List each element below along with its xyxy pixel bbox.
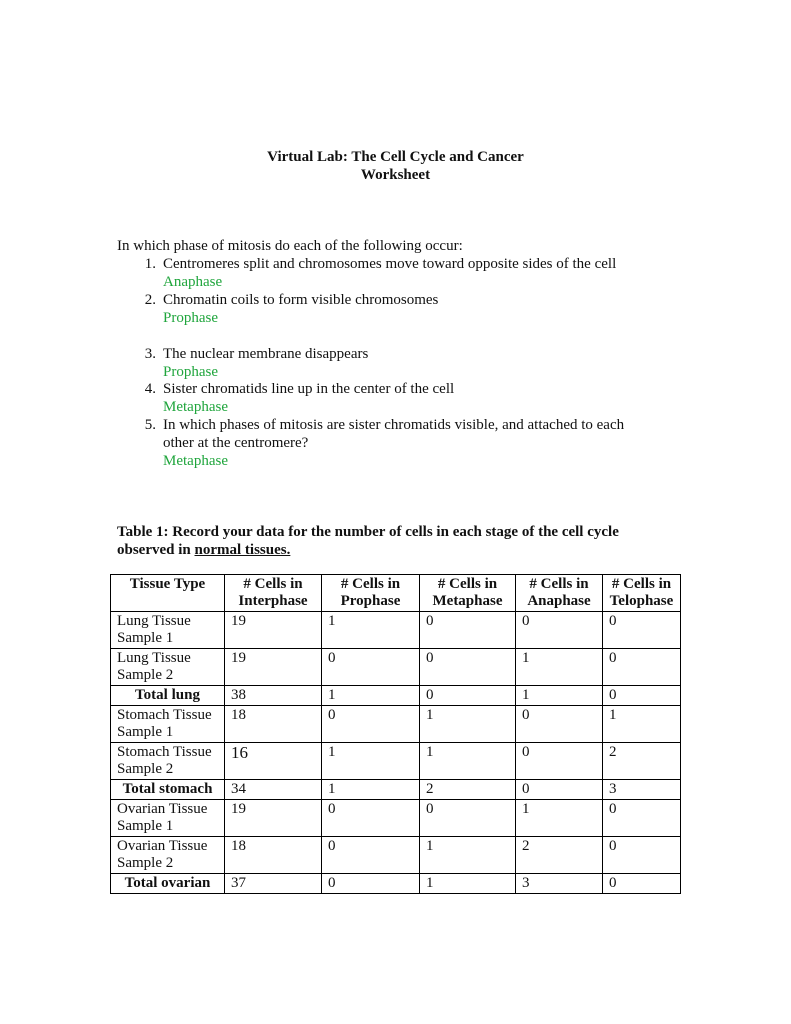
table-row [111, 837, 681, 874]
question-text: Sister chromatids line up in the center of the cell [163, 381, 455, 397]
interphase-count: 38 [225, 686, 322, 706]
interphase-count: 19 [225, 800, 322, 837]
telophase-count: 0 [603, 800, 681, 837]
table-caption [117, 523, 619, 559]
total-label: Total lung [111, 686, 225, 706]
total-label: Total ovarian [111, 874, 225, 894]
interphase-count: 19 [225, 649, 322, 686]
table-row [111, 743, 681, 780]
sample-label: Sample 1 [117, 818, 174, 834]
telophase-count: 0 [603, 649, 681, 686]
table-row [111, 649, 681, 686]
answer-text: Anaphase [163, 274, 223, 290]
table-header-row [111, 575, 681, 612]
header-label: Tissue Type [129, 576, 206, 592]
question-text: Centromeres split and chromosomes move toward opposite sides of the cell [163, 256, 617, 272]
interphase-count: 34 [225, 780, 322, 800]
answer-text: Metaphase [163, 453, 228, 469]
metaphase-count: 0 [420, 800, 516, 837]
anaphase-count: 3 [516, 874, 603, 894]
tissue-label: Stomach Tissue [117, 707, 212, 723]
total-row [111, 780, 681, 800]
question-number: 2. [144, 292, 156, 308]
prophase-count: 0 [322, 837, 420, 874]
anaphase-count: 0 [516, 743, 603, 780]
answer-text: Prophase [163, 310, 218, 326]
tissue-cell [111, 837, 225, 874]
metaphase-count: 1 [420, 743, 516, 780]
prophase-count: 0 [322, 706, 420, 743]
interphase-count: 37 [225, 874, 322, 894]
total-row [111, 874, 681, 894]
cell-count-table [110, 574, 681, 894]
header-label: # Cells in [529, 576, 589, 592]
header-label: Telophase [609, 593, 674, 609]
worksheet-subtitle: Worksheet [360, 167, 431, 183]
header-anaphase [516, 575, 603, 612]
interphase-count: 18 [225, 837, 322, 874]
header-interphase [225, 575, 322, 612]
telophase-count: 3 [603, 780, 681, 800]
metaphase-count: 2 [420, 780, 516, 800]
sample-label: Sample 2 [117, 761, 174, 777]
tissue-cell [111, 649, 225, 686]
prophase-count: 1 [322, 686, 420, 706]
table-caption-prefix: observed in [117, 542, 195, 558]
header-label: Metaphase [432, 593, 503, 609]
metaphase-count: 0 [420, 649, 516, 686]
sample-label: Sample 2 [117, 667, 174, 683]
table-caption-underlined: normal tissues. [194, 542, 291, 558]
telophase-count: 2 [603, 743, 681, 780]
anaphase-count: 0 [516, 612, 603, 649]
header-tissue-type [111, 575, 225, 612]
question-text: In which phases of mitosis are sister chromatids visible, and attached to each [163, 417, 625, 433]
tissue-label: Lung Tissue [117, 650, 191, 666]
header-prophase [322, 575, 420, 612]
metaphase-count: 1 [420, 837, 516, 874]
tissue-label: Stomach Tissue [117, 744, 212, 760]
header-label: # Cells in [437, 576, 498, 592]
sample-label: Sample 1 [117, 630, 174, 646]
header-label: # Cells in [340, 576, 401, 592]
tissue-label: Lung Tissue [117, 613, 191, 629]
intro-question: In which phase of mitosis do each of the following occur: [117, 238, 463, 254]
answer-text: Metaphase [163, 399, 228, 415]
tissue-cell [111, 612, 225, 649]
tissue-cell [111, 800, 225, 837]
question-number: 3. [144, 346, 156, 362]
tissue-cell [111, 706, 225, 743]
worksheet-title: Virtual Lab: The Cell Cycle and Cancer [267, 149, 524, 165]
question-text: The nuclear membrane disappears [163, 346, 369, 362]
telophase-count: 0 [603, 874, 681, 894]
prophase-count: 1 [322, 612, 420, 649]
anaphase-count: 1 [516, 686, 603, 706]
metaphase-count: 0 [420, 612, 516, 649]
prophase-count: 0 [322, 800, 420, 837]
header-label: # Cells in [243, 576, 303, 592]
sample-label: Sample 1 [117, 724, 174, 740]
tissue-label: Ovarian Tissue [117, 838, 208, 854]
answer-text: Prophase [163, 364, 218, 380]
interphase-count: 18 [225, 706, 322, 743]
question-number: 5. [144, 417, 156, 433]
anaphase-count: 2 [516, 837, 603, 874]
header-label: # Cells in [611, 576, 672, 592]
metaphase-count: 1 [420, 706, 516, 743]
tissue-cell [111, 743, 225, 780]
table-caption-line2 [117, 541, 619, 559]
tissue-label: Ovarian Tissue [117, 801, 208, 817]
prophase-count: 0 [322, 874, 420, 894]
question-number: 4. [144, 381, 156, 397]
header-label: Anaphase [527, 593, 591, 609]
anaphase-count: 1 [516, 800, 603, 837]
question-number: 1. [144, 256, 156, 272]
anaphase-count: 1 [516, 649, 603, 686]
header-label: Interphase [238, 593, 308, 609]
metaphase-count: 1 [420, 874, 516, 894]
telophase-count: 0 [603, 837, 681, 874]
question-text: Chromatin coils to form visible chromosomes [163, 292, 439, 308]
table-row [111, 612, 681, 649]
metaphase-count: 0 [420, 686, 516, 706]
table-row [111, 706, 681, 743]
interphase-count: 16 [225, 743, 322, 780]
header-telophase [603, 575, 681, 612]
table-caption-line1: Table 1: Record your data for the number of cells in each stage of the cell cycle [117, 524, 619, 540]
prophase-count: 1 [322, 780, 420, 800]
prophase-count: 1 [322, 743, 420, 780]
question-text-continued: other at the centromere? [163, 435, 309, 451]
interphase-count: 19 [225, 612, 322, 649]
anaphase-count: 0 [516, 706, 603, 743]
telophase-count: 0 [603, 686, 681, 706]
telophase-count: 0 [603, 612, 681, 649]
prophase-count: 0 [322, 649, 420, 686]
total-label: Total stomach [111, 780, 225, 800]
telophase-count: 1 [603, 706, 681, 743]
anaphase-count: 0 [516, 780, 603, 800]
header-metaphase [420, 575, 516, 612]
table-row [111, 800, 681, 837]
total-row [111, 686, 681, 706]
header-label: Prophase [340, 593, 401, 609]
sample-label: Sample 2 [117, 855, 174, 871]
